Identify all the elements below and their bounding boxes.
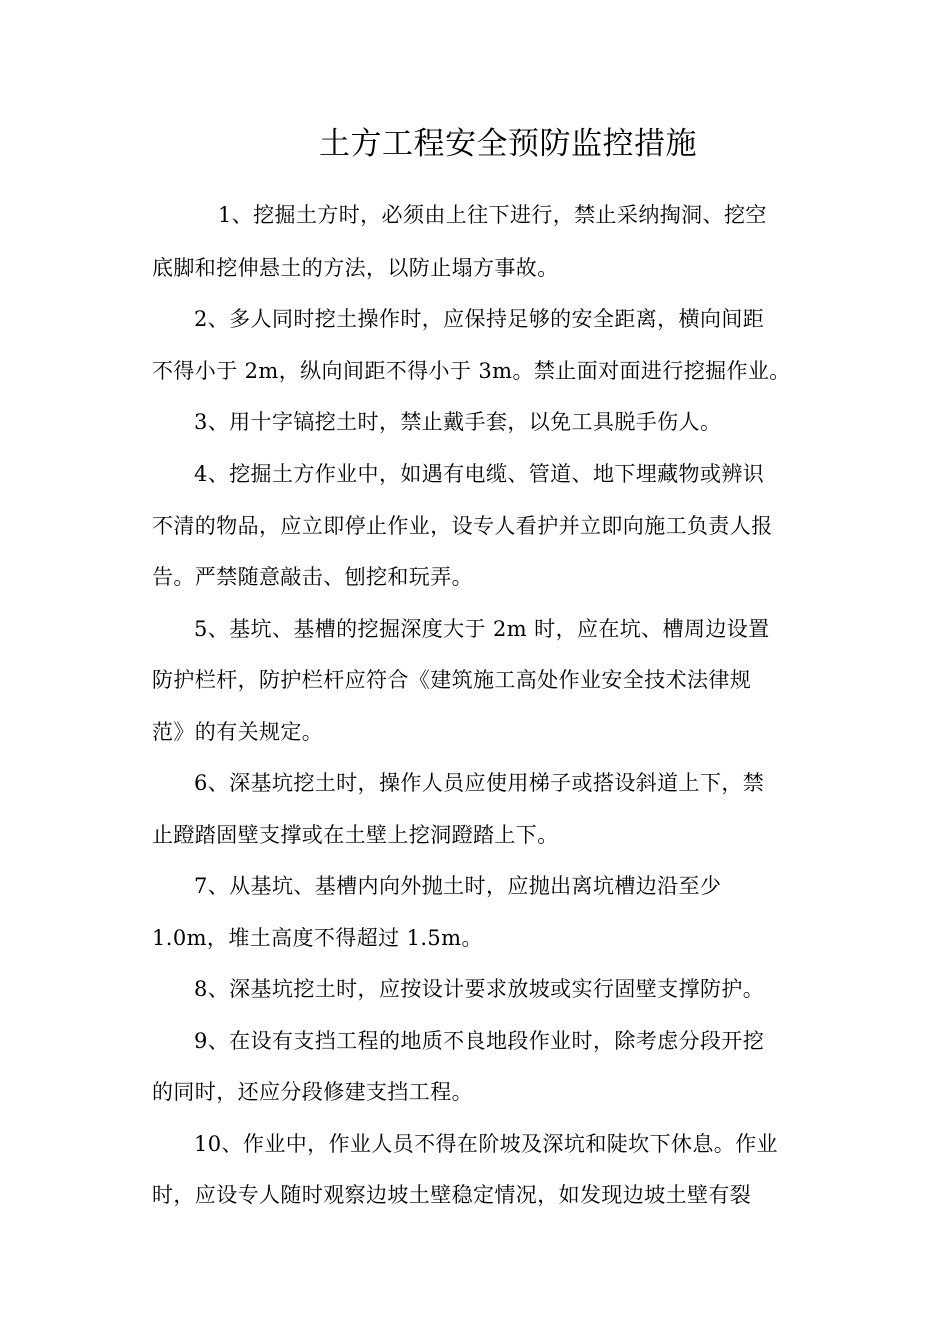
text-line: 3、用十字镐挖土时，禁止戴手套，以免工具脱手伤人。 <box>194 410 722 434</box>
text-line: 时，应设专人随时观察边坡土壁稳定情况，如发现边坡土壁有裂 <box>152 1183 752 1207</box>
text-line: 1、挖掘土方时，必须由上往下进行，禁止采纳掏洞、挖空 <box>218 203 767 227</box>
text-line: 10、作业中，作业人员不得在阶坡及深坑和陡坎下休息。作业 <box>194 1132 778 1156</box>
text-line: 4、挖掘土方作业中，如遇有电缆、管道、地下埋藏物或辨识 <box>194 462 765 486</box>
text-line: 不清的物品，应立即停止作业，设专人看护并立即向施工负责人报 <box>152 514 773 538</box>
text-line: 范》的有关规定。 <box>152 720 324 744</box>
text-line: 5、基坑、基槽的挖掘深度大于 2m 时，应在坑、槽周边设置 <box>194 617 770 641</box>
text-line: 止蹬踏固壁支撑或在土壁上挖洞蹬踏上下。 <box>152 823 559 847</box>
text-line: 底脚和挖伸悬土的方法，以防止塌方事故。 <box>152 256 559 280</box>
text-line: 的同时，还应分段修建支挡工程。 <box>152 1080 473 1104</box>
text-line: 9、在设有支挡工程的地质不良地段作业时，除考虑分段开挖 <box>194 1029 765 1053</box>
text-line: 7、从基坑、基槽内向外抛土时，应抛出离坑槽边沿至少 <box>194 874 722 898</box>
text-line: 不得小于 2m，纵向间距不得小于 3m。禁止面对面进行挖掘作业。 <box>152 359 791 383</box>
text-line: 告。严禁随意敲击、刨挖和玩弄。 <box>152 565 473 589</box>
text-line: 8、深基坑挖土时，应按设计要求放坡或实行固壁支撑防护。 <box>194 977 765 1001</box>
text-line: 防护栏杆，防护栏杆应符合《建筑施工高处作业安全技术法律规 <box>152 668 752 692</box>
document-title: 土方工程安全预防监控措施 <box>319 126 697 162</box>
text-line: 2、多人同时挖土操作时，应保持足够的安全距离，横向间距 <box>194 307 765 331</box>
text-line: 6、深基坑挖土时，操作人员应使用梯子或搭设斜道上下，禁 <box>194 771 765 795</box>
text-line: 1.0m，堆土高度不得超过 1.5m。 <box>152 926 483 950</box>
